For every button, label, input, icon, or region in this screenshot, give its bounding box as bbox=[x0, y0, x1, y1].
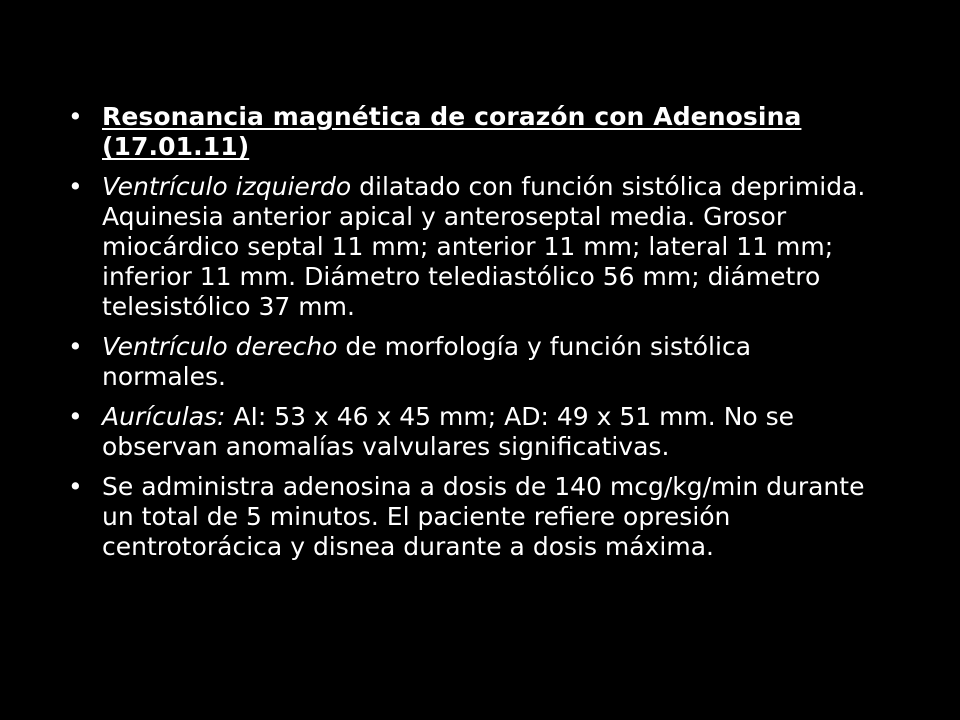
bullet-item-left-ventricle bbox=[60, 172, 880, 322]
bullet-item-atria bbox=[60, 402, 880, 462]
bullet-list bbox=[60, 102, 880, 572]
atria-text: AI: 53 x 46 x 45 mm; AD: 49 x 51 mm. No se observan anomalías valvulares significativas. bbox=[102, 402, 795, 461]
atria-label: Aurículas: bbox=[102, 402, 226, 431]
bullet-item-adenosine bbox=[60, 472, 880, 562]
bullet-icon: • bbox=[68, 102, 83, 131]
right-ventricle-label: Ventrículo derecho bbox=[102, 332, 338, 361]
left-ventricle-label: Ventrículo izquierdo bbox=[102, 172, 352, 201]
study-heading: Resonancia magnética de corazón con Adenosina (17.01.11) bbox=[102, 102, 802, 161]
bullet-icon: • bbox=[68, 402, 83, 431]
left-ventricle-text: dilatado con función sistólica deprimida. Aquinesia anterior apical y anteroseptal media. Grosor miocárdico septal 11 mm; anterior 11 mm; lateral 11 mm; inferior 11 mm. Diámetro telediastólico 56 mm; diámetro telesistólico 37 mm. bbox=[102, 172, 866, 321]
bullet-item-heading bbox=[60, 102, 880, 162]
adenosine-text: Se administra adenosina a dosis de 140 mcg/kg/min durante un total de 5 minutos. El paciente refiere opresión centrotorácica y disnea durante a dosis máxima. bbox=[102, 472, 865, 561]
bullet-item-right-ventricle bbox=[60, 332, 880, 392]
bullet-icon: • bbox=[68, 172, 83, 201]
bullet-icon: • bbox=[68, 472, 83, 501]
bullet-icon: • bbox=[68, 332, 83, 361]
right-ventricle-text: de morfología y función sistólica normales. bbox=[102, 332, 752, 391]
